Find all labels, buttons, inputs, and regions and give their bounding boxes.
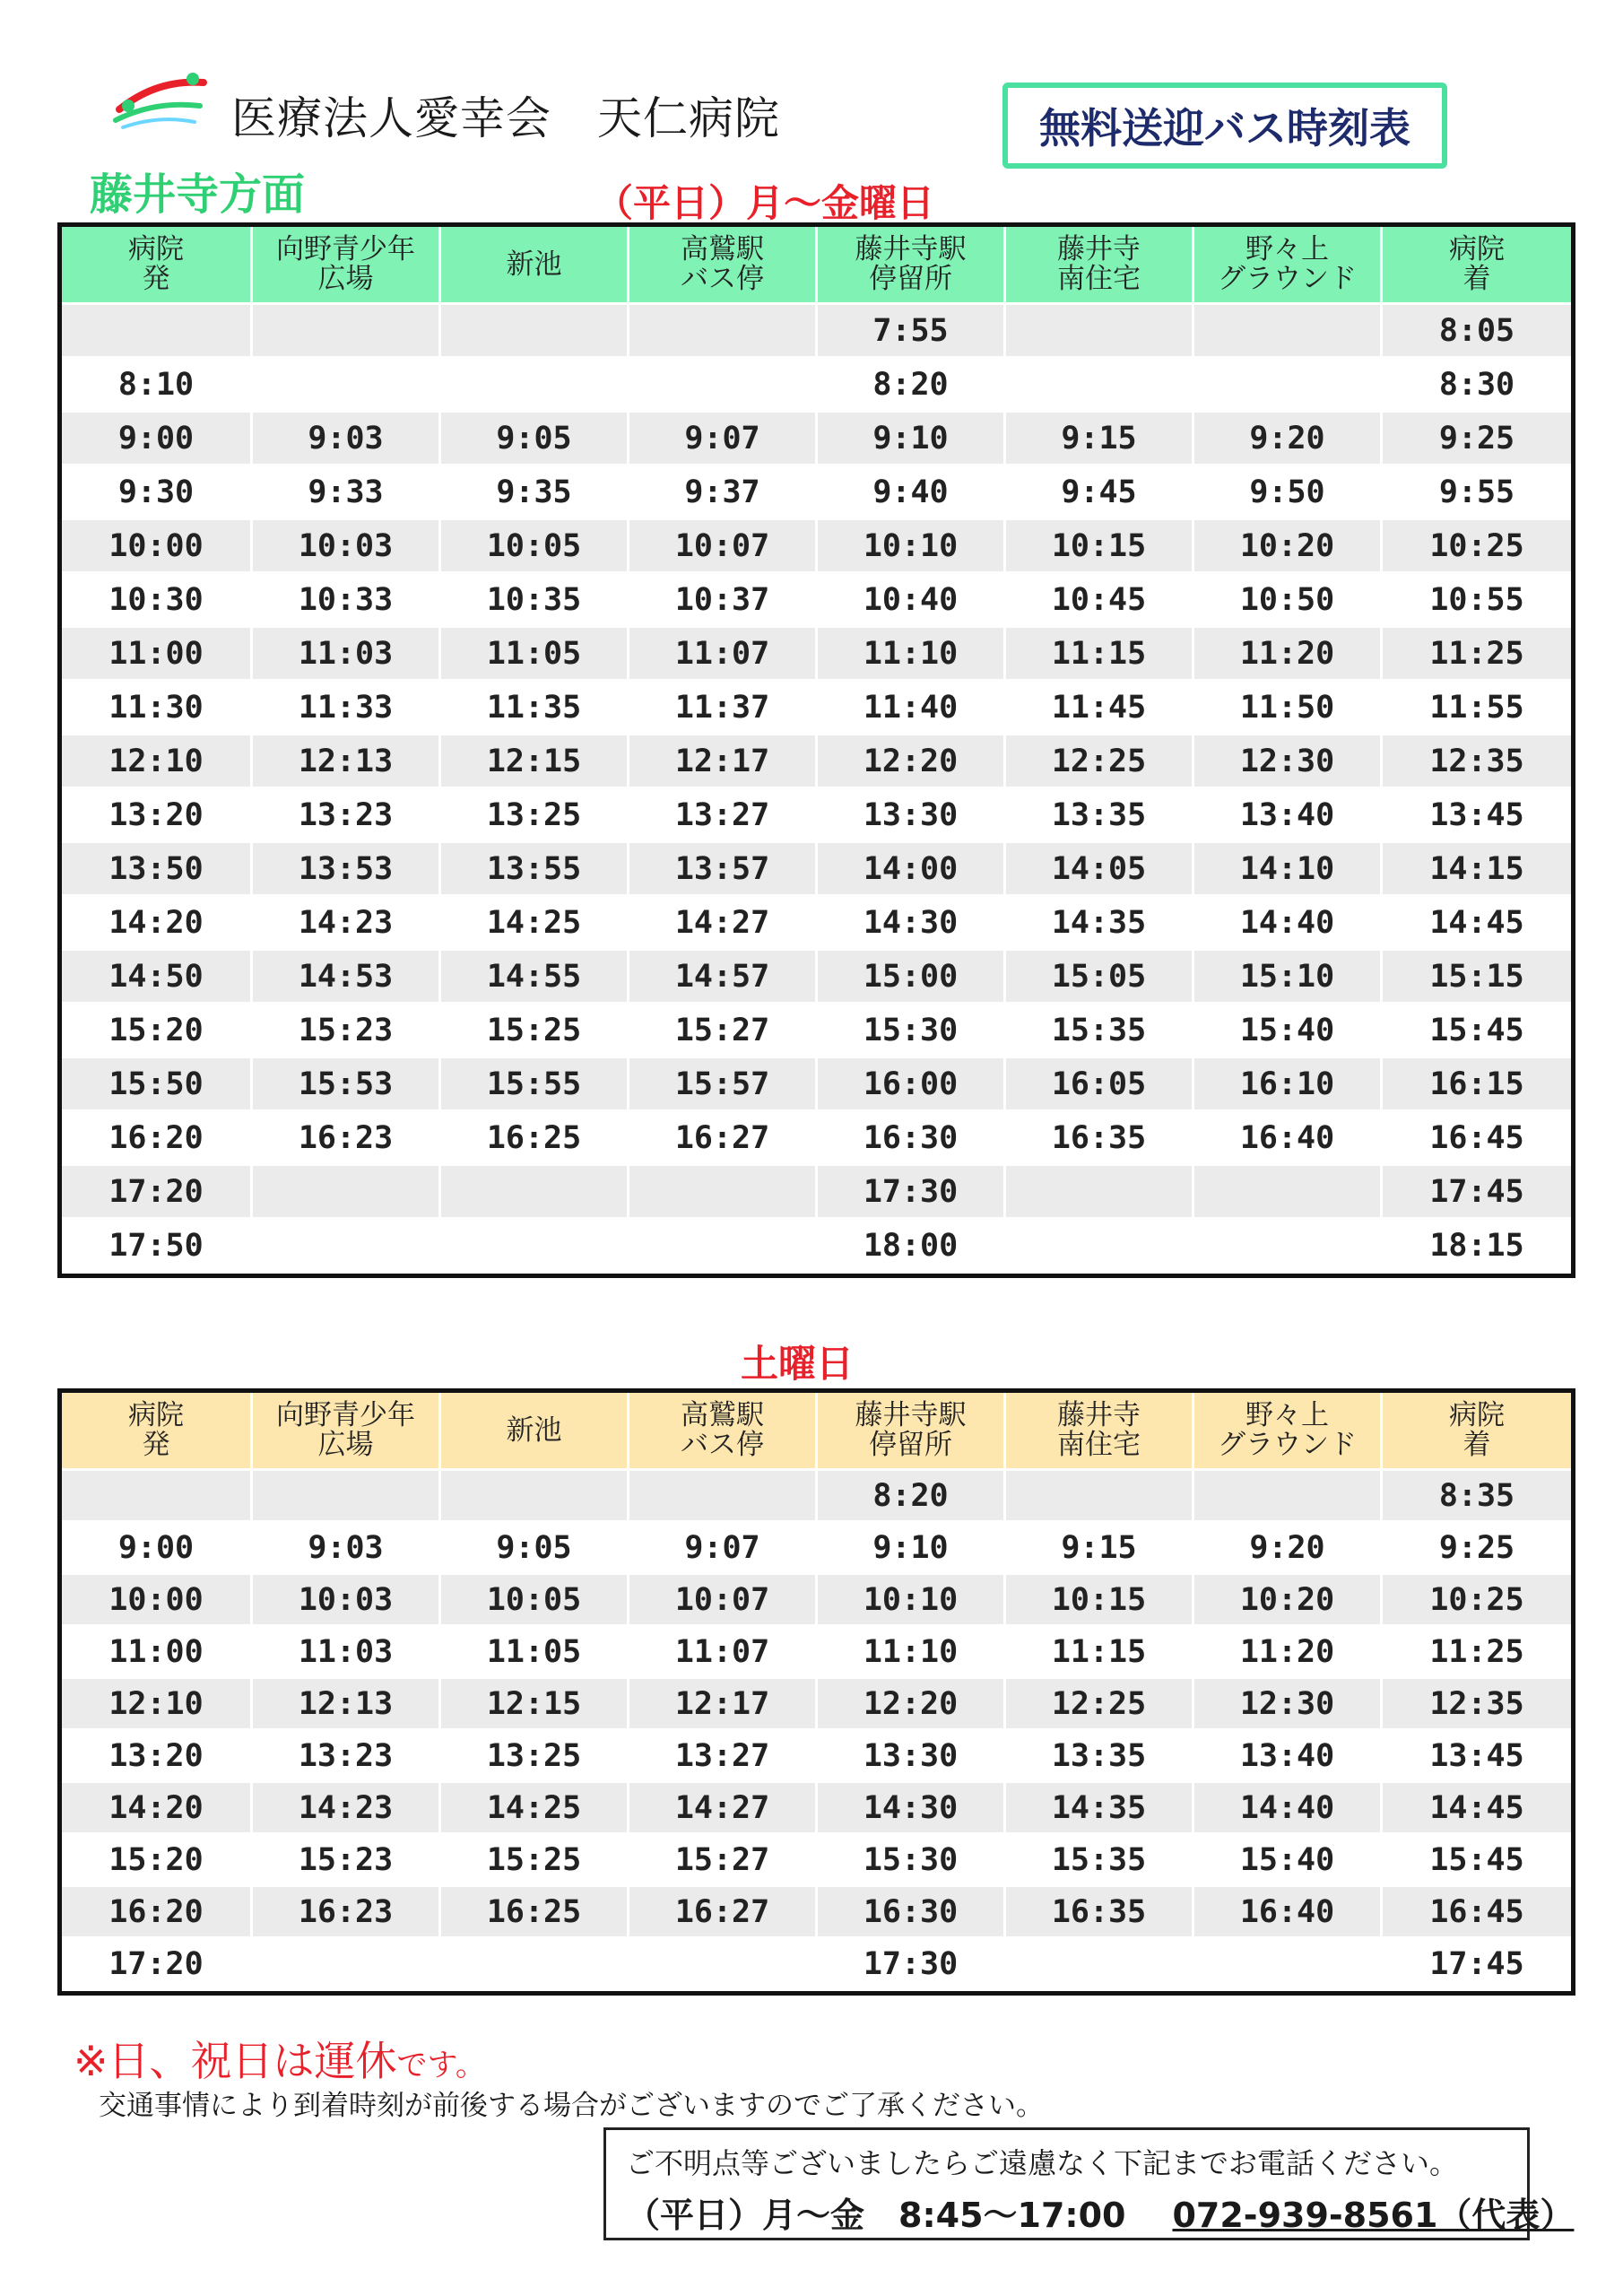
time-cell xyxy=(627,305,815,359)
time-cell: 12:17 xyxy=(627,1679,815,1731)
timetable-header-row xyxy=(62,1393,1571,1471)
time-cell: 16:00 xyxy=(815,1058,1003,1112)
time-cell: 8:35 xyxy=(1380,1471,1571,1523)
time-cell xyxy=(250,1939,438,1991)
time-cell xyxy=(1192,1471,1380,1523)
contact-details xyxy=(626,2187,1575,2237)
time-cell: 11:37 xyxy=(627,682,815,735)
time-cell: 11:03 xyxy=(250,1627,438,1679)
time-cell: 12:35 xyxy=(1380,735,1571,789)
column-header: 高鷲駅 バス停 xyxy=(627,1393,815,1471)
time-cell: 15:35 xyxy=(1003,1835,1192,1887)
time-cell: 9:03 xyxy=(250,413,438,466)
time-cell: 14:35 xyxy=(1003,897,1192,951)
time-cell xyxy=(250,1166,438,1220)
time-cell: 13:50 xyxy=(62,843,250,897)
time-cell: 9:25 xyxy=(1380,1523,1571,1575)
time-cell: 17:45 xyxy=(1380,1166,1571,1220)
time-cell: 10:00 xyxy=(62,1575,250,1627)
time-cell: 16:40 xyxy=(1192,1887,1380,1939)
time-cell: 10:33 xyxy=(250,574,438,628)
time-cell: 14:50 xyxy=(62,951,250,1004)
time-cell: 9:20 xyxy=(1192,413,1380,466)
time-cell xyxy=(250,305,438,359)
time-cell: 8:20 xyxy=(815,359,1003,413)
closed-days-text: ※日、祝日は運休 xyxy=(74,2037,397,2085)
column-header: 野々上 グラウンド xyxy=(1192,1393,1380,1471)
table-row xyxy=(62,1783,1571,1835)
time-cell: 9:37 xyxy=(627,466,815,520)
time-cell: 11:33 xyxy=(250,682,438,735)
time-cell: 13:20 xyxy=(62,789,250,843)
page-title: 無料送迎バス時刻表 xyxy=(1002,83,1447,169)
column-header: 藤井寺 南住宅 xyxy=(1003,227,1192,305)
time-cell: 11:55 xyxy=(1380,682,1571,735)
table-row xyxy=(62,1112,1571,1166)
time-cell xyxy=(1003,1939,1192,1991)
time-cell xyxy=(438,305,627,359)
time-cell: 9:20 xyxy=(1192,1523,1380,1575)
time-cell: 15:40 xyxy=(1192,1004,1380,1058)
time-cell xyxy=(438,1166,627,1220)
time-cell: 10:05 xyxy=(438,1575,627,1627)
table-row xyxy=(62,1166,1571,1220)
time-cell: 15:30 xyxy=(815,1835,1003,1887)
time-cell: 14:20 xyxy=(62,897,250,951)
time-cell: 15:20 xyxy=(62,1835,250,1887)
closed-days-notice xyxy=(74,2029,486,2088)
time-cell: 15:55 xyxy=(438,1058,627,1112)
time-cell: 13:40 xyxy=(1192,789,1380,843)
time-cell: 15:00 xyxy=(815,951,1003,1004)
time-cell: 13:57 xyxy=(627,843,815,897)
time-cell: 12:20 xyxy=(815,735,1003,789)
time-cell xyxy=(250,1220,438,1274)
time-cell: 14:45 xyxy=(1380,897,1571,951)
time-cell: 15:25 xyxy=(438,1835,627,1887)
time-cell: 16:15 xyxy=(1380,1058,1571,1112)
time-cell: 10:15 xyxy=(1003,1575,1192,1627)
time-cell: 14:00 xyxy=(815,843,1003,897)
time-cell: 16:30 xyxy=(815,1887,1003,1939)
time-cell: 15:23 xyxy=(250,1004,438,1058)
column-header: 向野青少年 広場 xyxy=(250,1393,438,1471)
time-cell: 17:30 xyxy=(815,1166,1003,1220)
time-cell xyxy=(438,1220,627,1274)
column-header: 藤井寺駅 停留所 xyxy=(815,1393,1003,1471)
time-cell: 11:20 xyxy=(1192,1627,1380,1679)
time-cell: 11:05 xyxy=(438,628,627,682)
time-cell: 15:27 xyxy=(627,1004,815,1058)
table-row xyxy=(62,1887,1571,1939)
time-cell: 10:10 xyxy=(815,520,1003,574)
contact-message: ご不明点等ございましたらご遠慮なく下記までお電話ください。 xyxy=(626,2146,1459,2180)
time-cell: 15:23 xyxy=(250,1835,438,1887)
traffic-notice: 交通事情により到着時刻が前後する場合がございますのでご了承ください。 xyxy=(99,2090,1044,2122)
time-cell: 14:10 xyxy=(1192,843,1380,897)
time-cell: 14:20 xyxy=(62,1783,250,1835)
table-row xyxy=(62,1731,1571,1783)
time-cell xyxy=(1192,359,1380,413)
time-cell: 14:40 xyxy=(1192,1783,1380,1835)
time-cell: 11:20 xyxy=(1192,628,1380,682)
weekday-timetable xyxy=(57,222,1575,1278)
column-header: 野々上 グラウンド xyxy=(1192,227,1380,305)
time-cell: 13:23 xyxy=(250,1731,438,1783)
time-cell: 13:27 xyxy=(627,1731,815,1783)
time-cell: 9:50 xyxy=(1192,466,1380,520)
time-cell: 14:05 xyxy=(1003,843,1192,897)
time-cell xyxy=(438,1471,627,1523)
time-cell: 15:15 xyxy=(1380,951,1571,1004)
phone-number[interactable]: 072-939-8561（代表） xyxy=(1172,2196,1575,2235)
table-row xyxy=(62,1220,1571,1274)
table-row xyxy=(62,413,1571,466)
time-cell: 15:50 xyxy=(62,1058,250,1112)
time-cell: 11:40 xyxy=(815,682,1003,735)
time-cell: 10:03 xyxy=(250,1575,438,1627)
time-cell: 16:30 xyxy=(815,1112,1003,1166)
table-row xyxy=(62,466,1571,520)
time-cell: 9:10 xyxy=(815,1523,1003,1575)
time-cell: 14:45 xyxy=(1380,1783,1571,1835)
time-cell: 16:45 xyxy=(1380,1887,1571,1939)
table-row xyxy=(62,520,1571,574)
table-row xyxy=(62,1004,1571,1058)
time-cell: 11:50 xyxy=(1192,682,1380,735)
time-cell: 14:30 xyxy=(815,1783,1003,1835)
time-cell xyxy=(438,1939,627,1991)
time-cell: 10:25 xyxy=(1380,520,1571,574)
time-cell: 9:10 xyxy=(815,413,1003,466)
time-cell: 17:45 xyxy=(1380,1939,1571,1991)
table-row xyxy=(62,682,1571,735)
saturday-timetable xyxy=(57,1388,1575,1996)
time-cell: 12:10 xyxy=(62,1679,250,1731)
time-cell: 11:05 xyxy=(438,1627,627,1679)
time-cell: 14:27 xyxy=(627,1783,815,1835)
time-cell: 9:00 xyxy=(62,1523,250,1575)
time-cell: 11:15 xyxy=(1003,628,1192,682)
time-cell: 12:13 xyxy=(250,1679,438,1731)
time-cell xyxy=(62,305,250,359)
table-row xyxy=(62,1835,1571,1887)
table-row xyxy=(62,789,1571,843)
time-cell xyxy=(1192,1939,1380,1991)
time-cell: 10:00 xyxy=(62,520,250,574)
time-cell: 16:35 xyxy=(1003,1887,1192,1939)
table-row xyxy=(62,735,1571,789)
time-cell: 13:27 xyxy=(627,789,815,843)
time-cell: 8:20 xyxy=(815,1471,1003,1523)
time-cell: 9:45 xyxy=(1003,466,1192,520)
column-header: 病院 発 xyxy=(62,1393,250,1471)
time-cell xyxy=(1003,359,1192,413)
time-cell xyxy=(62,1471,250,1523)
column-header: 病院 着 xyxy=(1380,1393,1571,1471)
time-cell: 7:55 xyxy=(815,305,1003,359)
time-cell: 15:53 xyxy=(250,1058,438,1112)
time-cell: 16:45 xyxy=(1380,1112,1571,1166)
time-cell: 13:35 xyxy=(1003,1731,1192,1783)
time-cell xyxy=(627,1939,815,1991)
time-cell: 12:10 xyxy=(62,735,250,789)
time-cell: 18:00 xyxy=(815,1220,1003,1274)
time-cell: 9:25 xyxy=(1380,413,1571,466)
time-cell: 15:20 xyxy=(62,1004,250,1058)
time-cell: 16:23 xyxy=(250,1887,438,1939)
time-cell: 11:00 xyxy=(62,628,250,682)
time-cell: 9:07 xyxy=(627,1523,815,1575)
timetable-header-row xyxy=(62,227,1571,305)
time-cell xyxy=(627,1166,815,1220)
time-cell: 15:05 xyxy=(1003,951,1192,1004)
time-cell: 16:23 xyxy=(250,1112,438,1166)
time-cell: 17:30 xyxy=(815,1939,1003,1991)
time-cell: 13:30 xyxy=(815,789,1003,843)
time-cell: 13:25 xyxy=(438,1731,627,1783)
time-cell: 10:20 xyxy=(1192,520,1380,574)
column-header: 高鷲駅 バス停 xyxy=(627,227,815,305)
time-cell xyxy=(627,1220,815,1274)
time-cell: 11:30 xyxy=(62,682,250,735)
time-cell: 10:07 xyxy=(627,1575,815,1627)
time-cell: 9:40 xyxy=(815,466,1003,520)
time-cell: 11:25 xyxy=(1380,628,1571,682)
time-cell: 12:20 xyxy=(815,1679,1003,1731)
time-cell: 15:35 xyxy=(1003,1004,1192,1058)
time-cell: 10:45 xyxy=(1003,574,1192,628)
time-cell: 12:13 xyxy=(250,735,438,789)
time-cell: 10:07 xyxy=(627,520,815,574)
time-cell: 16:20 xyxy=(62,1112,250,1166)
time-cell: 9:00 xyxy=(62,413,250,466)
time-cell xyxy=(627,359,815,413)
time-cell: 13:20 xyxy=(62,1731,250,1783)
time-cell: 12:15 xyxy=(438,1679,627,1731)
contact-hours: （平日）月～金 8:45～17:00 xyxy=(626,2196,1126,2235)
time-cell: 15:45 xyxy=(1380,1004,1571,1058)
time-cell: 16:25 xyxy=(438,1887,627,1939)
time-cell xyxy=(1192,1220,1380,1274)
time-cell: 12:17 xyxy=(627,735,815,789)
time-cell: 11:10 xyxy=(815,1627,1003,1679)
time-cell: 13:45 xyxy=(1380,1731,1571,1783)
table-row xyxy=(62,359,1571,413)
time-cell: 13:40 xyxy=(1192,1731,1380,1783)
hospital-name: 医療法人愛幸会 天仁病院 xyxy=(231,92,780,144)
time-cell: 10:37 xyxy=(627,574,815,628)
time-cell: 17:20 xyxy=(62,1939,250,1991)
time-cell: 11:07 xyxy=(627,1627,815,1679)
column-header: 病院 発 xyxy=(62,227,250,305)
weekday-label: （平日）月～金曜日 xyxy=(595,181,935,225)
time-cell: 10:30 xyxy=(62,574,250,628)
table-row xyxy=(62,1471,1571,1523)
time-cell: 16:35 xyxy=(1003,1112,1192,1166)
time-cell: 16:25 xyxy=(438,1112,627,1166)
time-cell: 16:27 xyxy=(627,1887,815,1939)
saturday-label: 土曜日 xyxy=(741,1342,855,1386)
time-cell: 14:27 xyxy=(627,897,815,951)
time-cell: 10:55 xyxy=(1380,574,1571,628)
time-cell: 13:23 xyxy=(250,789,438,843)
time-cell: 15:40 xyxy=(1192,1835,1380,1887)
time-cell: 10:10 xyxy=(815,1575,1003,1627)
time-cell: 15:45 xyxy=(1380,1835,1571,1887)
time-cell xyxy=(1003,1220,1192,1274)
time-cell: 13:30 xyxy=(815,1731,1003,1783)
table-row xyxy=(62,1939,1571,1991)
table-row xyxy=(62,843,1571,897)
time-cell: 13:25 xyxy=(438,789,627,843)
time-cell xyxy=(250,359,438,413)
time-cell: 15:57 xyxy=(627,1058,815,1112)
time-cell: 8:10 xyxy=(62,359,250,413)
time-cell: 16:10 xyxy=(1192,1058,1380,1112)
time-cell: 8:30 xyxy=(1380,359,1571,413)
time-cell: 15:10 xyxy=(1192,951,1380,1004)
time-cell: 9:15 xyxy=(1003,413,1192,466)
time-cell: 10:03 xyxy=(250,520,438,574)
time-cell: 12:25 xyxy=(1003,1679,1192,1731)
time-cell: 11:10 xyxy=(815,628,1003,682)
time-cell: 14:35 xyxy=(1003,1783,1192,1835)
time-cell: 11:00 xyxy=(62,1627,250,1679)
time-cell: 9:05 xyxy=(438,1523,627,1575)
time-cell: 16:20 xyxy=(62,1887,250,1939)
table-row xyxy=(62,305,1571,359)
time-cell: 13:53 xyxy=(250,843,438,897)
time-cell: 13:35 xyxy=(1003,789,1192,843)
time-cell xyxy=(250,1471,438,1523)
time-cell: 10:40 xyxy=(815,574,1003,628)
time-cell: 10:35 xyxy=(438,574,627,628)
time-cell: 13:55 xyxy=(438,843,627,897)
column-header: 新池 xyxy=(438,1393,627,1471)
time-cell: 9:03 xyxy=(250,1523,438,1575)
time-cell: 8:05 xyxy=(1380,305,1571,359)
time-cell: 9:55 xyxy=(1380,466,1571,520)
time-cell: 17:20 xyxy=(62,1166,250,1220)
time-cell xyxy=(1192,305,1380,359)
time-cell xyxy=(438,359,627,413)
time-cell: 9:33 xyxy=(250,466,438,520)
time-cell xyxy=(627,1471,815,1523)
time-cell: 9:05 xyxy=(438,413,627,466)
time-cell xyxy=(1003,1471,1192,1523)
time-cell: 9:35 xyxy=(438,466,627,520)
column-header: 向野青少年 広場 xyxy=(250,227,438,305)
time-cell: 12:30 xyxy=(1192,735,1380,789)
time-cell: 11:25 xyxy=(1380,1627,1571,1679)
time-cell: 14:25 xyxy=(438,1783,627,1835)
time-cell: 10:15 xyxy=(1003,520,1192,574)
time-cell: 11:15 xyxy=(1003,1627,1192,1679)
time-cell: 15:27 xyxy=(627,1835,815,1887)
time-cell: 14:23 xyxy=(250,1783,438,1835)
column-header: 病院 着 xyxy=(1380,227,1571,305)
time-cell: 12:15 xyxy=(438,735,627,789)
table-row xyxy=(62,1627,1571,1679)
time-cell: 14:40 xyxy=(1192,897,1380,951)
time-cell: 10:50 xyxy=(1192,574,1380,628)
time-cell xyxy=(1003,305,1192,359)
time-cell: 11:35 xyxy=(438,682,627,735)
time-cell: 15:25 xyxy=(438,1004,627,1058)
table-row xyxy=(62,1058,1571,1112)
time-cell: 14:57 xyxy=(627,951,815,1004)
time-cell: 9:15 xyxy=(1003,1523,1192,1575)
time-cell: 10:05 xyxy=(438,520,627,574)
route-direction: 藤井寺方面 xyxy=(90,170,306,220)
table-row xyxy=(62,628,1571,682)
time-cell: 12:25 xyxy=(1003,735,1192,789)
time-cell: 17:50 xyxy=(62,1220,250,1274)
time-cell: 12:35 xyxy=(1380,1679,1571,1731)
time-cell: 16:27 xyxy=(627,1112,815,1166)
time-cell: 11:03 xyxy=(250,628,438,682)
time-cell: 16:40 xyxy=(1192,1112,1380,1166)
time-cell: 14:25 xyxy=(438,897,627,951)
time-cell: 11:07 xyxy=(627,628,815,682)
time-cell: 16:05 xyxy=(1003,1058,1192,1112)
time-cell xyxy=(1003,1166,1192,1220)
hospital-logo xyxy=(112,70,211,133)
table-row xyxy=(62,951,1571,1004)
table-row xyxy=(62,1679,1571,1731)
time-cell: 14:53 xyxy=(250,951,438,1004)
time-cell xyxy=(1192,1166,1380,1220)
time-cell: 14:55 xyxy=(438,951,627,1004)
column-header: 新池 xyxy=(438,227,627,305)
table-row xyxy=(62,574,1571,628)
contact-box xyxy=(603,2127,1575,2240)
time-cell: 9:07 xyxy=(627,413,815,466)
table-row xyxy=(62,1523,1571,1575)
time-cell: 14:15 xyxy=(1380,843,1571,897)
table-row xyxy=(62,1575,1571,1627)
time-cell: 15:30 xyxy=(815,1004,1003,1058)
table-row xyxy=(62,897,1571,951)
time-cell: 9:30 xyxy=(62,466,250,520)
time-cell: 10:25 xyxy=(1380,1575,1571,1627)
time-cell: 13:45 xyxy=(1380,789,1571,843)
time-cell: 14:30 xyxy=(815,897,1003,951)
closed-days-suffix: です。 xyxy=(396,2048,486,2083)
time-cell: 10:20 xyxy=(1192,1575,1380,1627)
time-cell: 12:30 xyxy=(1192,1679,1380,1731)
time-cell: 18:15 xyxy=(1380,1220,1571,1274)
column-header: 藤井寺 南住宅 xyxy=(1003,1393,1192,1471)
time-cell: 14:23 xyxy=(250,897,438,951)
column-header: 藤井寺駅 停留所 xyxy=(815,227,1003,305)
time-cell: 11:45 xyxy=(1003,682,1192,735)
